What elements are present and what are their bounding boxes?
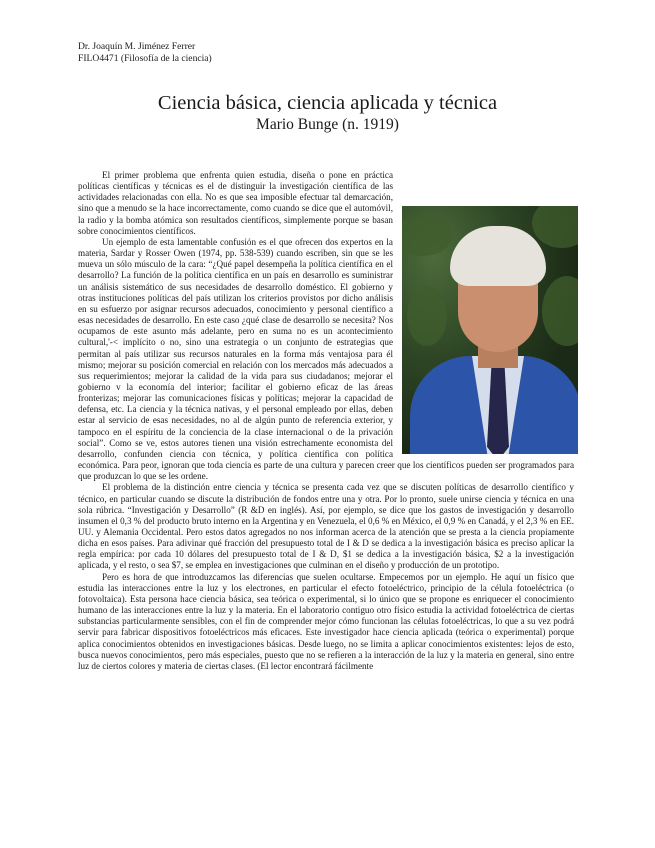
course-line: FILO4471 (Filosofía de la ciencia) (78, 53, 212, 64)
article-author: Mario Bunge (n. 1919) (256, 116, 399, 133)
document-header (78, 41, 212, 65)
paragraph-1: El primer problema que enfrenta quien estudia, diseña o pone en práctica políticas científicas y técnicas es el de distinguir la investigación científica de las actividades relacionadas con ella. No es que sea imposible efectuar tal demarcación, sino que a menudo se la hace incorrectamente, como cuando se dice que el automóvil, la radio y la bomba atómica son resultados científicos, simplemente porque se basan sobre conocimientos científicos. (78, 170, 393, 236)
author-portrait-image (402, 206, 578, 454)
paragraph-2: Un ejemplo de esta lamentable confusión es el que ofrecen dos expertos en la materia, Sardar y Rosser Owen (1974, pp. 538-539) cuando escriben, sin que se les mueva un sólo músculo de la cara: “¿Qué papel desempeña la política científica en el desarrollo? La función de la política científica en un país en desarrollo es suministrar un análisis sistemático de sus necesidades de desarrollo doméstico. El gobierno y otras instituciones políticas del país utilizan los criterios provistos por dicho análisis en su esfuerzo por asignar recursos adecuados, conocimiento y personal científico a esas necesidades de desarrollo. En este caso ¿qué clase de desarrollo se necesita? Nos ocupamos de este asunto más adelante, pero en suma no es un acontecimiento cultural,'-< implícito o no, sino una estrategia o un conjunto de estrategias que permitan al país utilizar sus recursos naturales en la forma más ventajosa para él mismo; mejorar su posición comercial en relación con los mercados más adecuados a sus requerimientos; mejorar la calidad de la vida para sus ciudadanos; mejorar el gobierno v la economía del interior; facilitar el gobierno eficaz de las áreas fronterizas; mejorar las comunicaciones físicas y políticas; mejorar la capacidad de defensa, etc. La ciencia y la técnica nativas, y el personal empleado por ellas, deben estar al servicio de esas necesidades, no al de algún punto de referencia exterior, y tampoco en el espíritu de la conciencia de la clase internacional o de la privación social”. Como se ve, estos autores tienen una visión estrechamente economista del desarrollo, confunden ciencia con técnica, y política científica con política económica. Para peor, ignoran que toda ciencia es parte de una cultura y parecen creer que los científicos pueden ser programados para que produzcan lo que se les ordene. (78, 236, 574, 482)
paragraph-3: El problema de la distinción entre ciencia y técnica se presenta cada vez que se discuten políticas de desarrollo científico y técnico, en particular cuando se discute la distribución de fondos entre una y otra. Por lo pronto, suele unirse ciencia y técnica en una sola rúbrica. “Investigación y Desarrollo” (R &D en inglés). Así, por ejemplo, se dice que los gastos de investigación y desarrollo insumen el 0,3 % del producto bruto interno en la Argentina y en Venezuela, el 0,6 % en México, el 0,9 % en Canadá, y el 2,3 % en EE. UU. y Alemania Occidental. Pero estos datos agregados no nos informan acerca de la atención que se presta a la ciencia propiamente dicha en esos países. Para adivinar qué fracción del presupuesto total de I & D se dedica a la investigación básica es preciso aplicar la regla empírica: por cada 10 dólares del presupuesto total de I & D, $1 se dedica a la investigación básica, $2 a la investigación aplicada, y el resto, o sea $7, se emplea en investigaciones que culminan en el diseño y producción de un prototipo. (78, 482, 574, 571)
author-line: Dr. Joaquín M. Jiménez Ferrer (78, 41, 196, 52)
paragraph-4: Pero es hora de que introduzcamos las diferencias que suelen ocultarse. Empecemos por un ejemplo. He aquí un físico que estudia las interacciones entre la luz y los electrones, en particular el efecto fotoeléctrico, principio de la célula fotoeléctrica (o fotovoltaica). Esta persona hace ciencia básica, sea teórica o experimental, si lo único que se propone es enriquecer el conocimiento humano de las interacciones entre la luz y la materia. En el laboratorio contiguo otro físico estudia la actividad fotoeléctrica de ciertas substancias particularmente sensibles, con el fin de comprender mejor cómo funcionan las células fotoeléctricas, lo que a su vez podrá servir para fabricar dispositivos fotoeléctricos más eficaces. Este investigador hace ciencia aplicada (teórica o experimental) porque aplica conocimientos obtenidos en investigaciones básicas. Desde luego, no se limita a aplicar conocimientos existentes: lejos de esto, busca nuevos conocimientos, pero más especiales, puesto que no se refieren a la interacción de la luz y la materia en general, sino entre luz de ciertos colores y materia de ciertas clases. (El lector encontrará fácilmente (78, 571, 574, 671)
article-body (78, 170, 574, 672)
article-title: Ciencia básica, ciencia aplicada y técnica (157, 92, 498, 114)
